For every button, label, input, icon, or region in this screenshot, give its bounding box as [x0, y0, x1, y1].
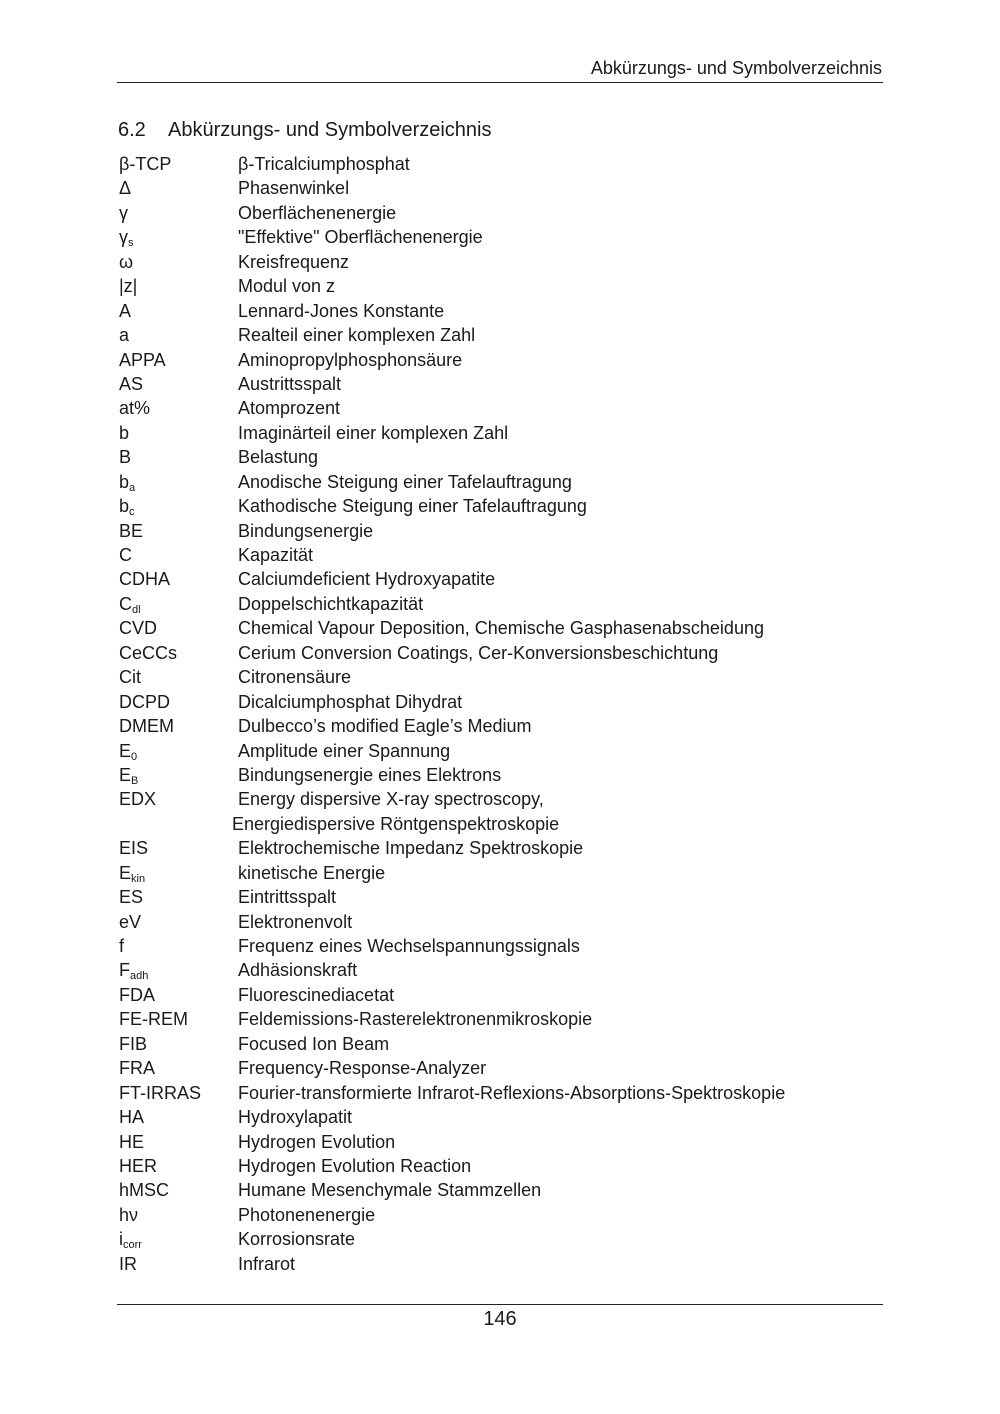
definition: Aminopropylphosphonsäure [238, 349, 463, 370]
abbreviation [119, 274, 137, 298]
abbreviation-symbol: HA [119, 1107, 145, 1128]
abbreviation-subscript: c [129, 506, 135, 519]
list-item [118, 739, 878, 763]
abbreviation-symbol: EIS [119, 838, 149, 859]
abbreviation-symbol: AS [119, 373, 144, 394]
list-item [118, 1178, 878, 1202]
abbreviation [119, 250, 133, 274]
abbreviation-symbol: F [119, 960, 130, 981]
definition: Bindungsenergie [238, 520, 374, 541]
abbreviation [119, 1105, 144, 1129]
abbreviation-symbol: Cit [119, 667, 141, 688]
definition: Hydrogen Evolution Reaction [238, 1155, 472, 1176]
definition: Feldemissions-Rasterelektronenmikroskopie [238, 1009, 593, 1030]
footer-rule [117, 1304, 883, 1305]
abbreviation-symbol: FIB [119, 1033, 148, 1054]
definition: Oberflächenenergie [238, 202, 397, 223]
page-number: 146 [483, 1308, 517, 1330]
abbreviation-symbol: HER [119, 1155, 158, 1176]
running-header: Abkürzungs- und Symbolverzeichnis [590, 58, 882, 78]
abbreviation [119, 519, 143, 543]
abbreviation [119, 1154, 157, 1178]
abbreviation-symbol: Δ [119, 178, 132, 199]
abbreviation-symbol: C [119, 593, 132, 614]
definition: Lennard-Jones Konstante [238, 300, 445, 321]
definition: Hydroxylapatit [238, 1107, 353, 1128]
list-item [118, 1105, 878, 1129]
list-item [118, 714, 878, 738]
definition: Dicalciumphosphat Dihydrat [238, 691, 463, 712]
abbreviation [119, 470, 135, 494]
abbreviation [119, 1227, 142, 1251]
abbreviation-symbol: b [119, 422, 130, 443]
abbreviation-symbol: hMSC [119, 1180, 170, 1201]
definition: Kathodische Steigung einer Tafelauftragung [238, 496, 587, 517]
abbreviation [119, 445, 131, 469]
definition: Dulbecco’s modified Eagle’s Medium [238, 716, 532, 737]
list-item [118, 592, 878, 616]
abbreviation [119, 885, 143, 909]
abbreviation [119, 690, 170, 714]
abbreviation-symbol: E [119, 740, 132, 761]
abbreviation-symbol: CDHA [119, 569, 171, 590]
abbreviation [119, 714, 174, 738]
abbreviation-symbol: f [119, 936, 125, 956]
list-item [118, 225, 878, 249]
abbreviation-symbol: hν [119, 1204, 139, 1225]
abbreviation-symbol: a [119, 325, 130, 346]
list-item [118, 1252, 878, 1276]
definition: Energy dispersive X-ray spectroscopy, [238, 789, 544, 810]
definition: Belastung [238, 447, 319, 468]
abbreviation-symbol: B [119, 447, 132, 468]
list-item [118, 567, 878, 591]
definition: Kapazität [238, 545, 314, 565]
list-item [118, 665, 878, 689]
definition: Anodische Steigung einer Tafelauftragung [238, 471, 572, 492]
definition: Bindungsenergie eines Elektrons [238, 764, 502, 785]
list-item [118, 445, 878, 469]
definition: Atomprozent [238, 398, 341, 419]
abbreviation [119, 763, 138, 787]
list-item [118, 421, 878, 445]
abbreviation [119, 176, 131, 200]
definition: Frequenz eines Wechselspannungssignals [238, 936, 580, 956]
abbreviation-symbol: IR [119, 1253, 137, 1274]
abbreviation [119, 983, 155, 1007]
list-item [118, 348, 878, 372]
section-heading [118, 119, 492, 142]
list-item [118, 641, 878, 665]
list-item [118, 299, 878, 323]
abbreviation [119, 934, 124, 958]
abbreviation [119, 396, 150, 420]
abbreviation-symbol: E [119, 764, 132, 785]
list-item [118, 494, 878, 518]
abbreviation [119, 348, 166, 372]
abbreviation [119, 567, 170, 591]
definition: Elektrochemische Impedanz Spektroskopie [238, 838, 584, 859]
abbreviation [119, 739, 137, 763]
definition: Phasenwinkel [238, 178, 350, 199]
abbreviation [119, 1178, 169, 1202]
abbreviation [119, 299, 131, 323]
list-item [118, 861, 878, 885]
abbreviation-symbol: |z| [119, 276, 138, 297]
definition: Frequency-Response-Analyzer [238, 1058, 487, 1079]
list-item [118, 201, 878, 225]
abbreviation-subscript: 0 [131, 750, 138, 763]
abbreviation [119, 592, 141, 616]
definition: Photonenenergie [238, 1204, 376, 1225]
abbreviation [119, 1203, 138, 1227]
abbreviation-symbol: ω [119, 251, 134, 272]
abbreviation-symbol: ES [119, 887, 144, 908]
abbreviation-symbol: FT-IRRAS [119, 1082, 202, 1103]
list-item [118, 836, 878, 860]
abbreviation [119, 665, 141, 689]
list-item [118, 885, 878, 909]
abbreviation-symbol: γ [119, 202, 128, 223]
abbreviation-subscript: adh [130, 970, 149, 983]
list-item [118, 910, 878, 934]
abbreviation [119, 1081, 201, 1105]
definition: Cerium Conversion Coatings, Cer-Konversionsbeschichtung [238, 642, 719, 663]
definition: Citronensäure [238, 667, 352, 688]
abbreviation [119, 1130, 144, 1154]
definition: Elektronenvolt [238, 911, 353, 932]
header-rule [117, 82, 883, 83]
definition: Amplitude einer Spannung [238, 740, 451, 761]
definition: Austrittsspalt [238, 373, 342, 394]
abbreviation-symbol: b [119, 471, 130, 492]
abbreviation-symbol: APPA [119, 349, 166, 370]
definition: "Effektive" Oberflächenenergie [238, 227, 483, 248]
list-item [118, 176, 878, 200]
abbreviation-symbol: DMEM [119, 716, 174, 737]
list-item [118, 690, 878, 714]
abbreviation [119, 421, 129, 445]
list-item [118, 787, 878, 811]
abbreviation-symbol: i [119, 1229, 123, 1250]
abbreviation-symbol: E [119, 862, 132, 883]
list-item [118, 519, 878, 543]
abbreviation [119, 1252, 137, 1276]
abbreviation-symbol: CVD [119, 618, 158, 639]
abbreviation-symbol: BE [119, 520, 144, 541]
definition: Energiedispersive Röntgenspektroskopie [232, 813, 560, 834]
abbreviation [119, 787, 156, 811]
list-item [118, 812, 878, 836]
abbreviation-symbol: DCPD [119, 691, 171, 712]
definition: Korrosionsrate [238, 1229, 356, 1250]
abbreviation-subscript: s [128, 237, 134, 250]
abbreviation-symbol: γ [119, 227, 128, 248]
list-item [118, 543, 878, 567]
definition: Fourier-transformierte Infrarot-Reflexions-Absorptions-Spektroskopie [238, 1082, 786, 1103]
list-item [118, 1227, 878, 1251]
abbreviation-subscript: kin [131, 872, 146, 885]
list-item [118, 983, 878, 1007]
list-item [118, 274, 878, 298]
abbreviation [119, 1032, 147, 1056]
abbreviation [119, 910, 141, 934]
definition: Kreisfrequenz [238, 251, 350, 272]
abbreviation [119, 616, 157, 640]
abbreviation [119, 152, 171, 176]
definition: Infrarot [238, 1253, 296, 1274]
abbreviation [119, 1007, 188, 1031]
definition: Imaginärteil einer komplexen Zahl [238, 422, 509, 443]
definition: Eintrittsspalt [238, 887, 337, 908]
abbreviation-symbol: EDX [119, 789, 157, 810]
section-title: Abkürzungs- und Symbolverzeichnis [168, 119, 492, 141]
definition: Calciumdeficient Hydroxyapatite [238, 569, 496, 590]
abbreviation [119, 543, 132, 567]
list-item [118, 958, 878, 982]
definition: Fluorescinediacetat [238, 984, 395, 1005]
abbreviation-list [118, 152, 878, 1276]
abbreviation-symbol: FDA [119, 984, 155, 1005]
list-item [118, 616, 878, 640]
abbreviation-symbol: CeCCs [119, 642, 178, 663]
abbreviation-subscript: a [129, 481, 136, 494]
list-item [118, 1081, 878, 1105]
abbreviation-symbol: A [119, 300, 132, 321]
list-item [118, 323, 878, 347]
abbreviation [119, 1056, 155, 1080]
list-item [118, 1203, 878, 1227]
list-item [118, 152, 878, 176]
section-number: 6.2 [118, 119, 146, 141]
definition: Hydrogen Evolution [238, 1131, 396, 1152]
definition: Doppelschichtkapazität [238, 593, 424, 614]
list-item [118, 763, 878, 787]
abbreviation [119, 323, 129, 347]
list-item [118, 1130, 878, 1154]
definition: β-Tricalciumphosphat [238, 154, 410, 174]
list-item [118, 396, 878, 420]
list-item [118, 470, 878, 494]
abbreviation-subscript: B [131, 774, 139, 787]
list-item [118, 1007, 878, 1031]
definition: Adhäsionskraft [238, 960, 358, 981]
list-item [118, 1056, 878, 1080]
abbreviation-symbol: eV [119, 911, 142, 932]
abbreviation-symbol: FRA [119, 1058, 155, 1079]
list-item [118, 372, 878, 396]
abbreviation [119, 225, 134, 249]
abbreviation-symbol: β-TCP [119, 154, 172, 174]
abbreviation [119, 494, 135, 518]
abbreviation [119, 201, 128, 225]
abbreviation-symbol: b [119, 496, 130, 517]
definition: Realteil einer komplexen Zahl [238, 325, 476, 346]
abbreviation-subscript: dl [132, 603, 141, 616]
abbreviation [119, 958, 148, 982]
definition: kinetische Energie [238, 862, 386, 883]
definition: Humane Mesenchymale Stammzellen [238, 1180, 542, 1201]
abbreviation-symbol: C [119, 545, 132, 565]
abbreviation [119, 372, 143, 396]
abbreviation-symbol: at% [119, 398, 151, 419]
abbreviation [119, 861, 145, 885]
definition: Focused Ion Beam [238, 1033, 390, 1054]
list-item [118, 250, 878, 274]
list-item [118, 1032, 878, 1056]
definition: Modul von z [238, 276, 336, 297]
abbreviation [119, 836, 148, 860]
list-item [118, 934, 878, 958]
abbreviation-subscript: corr [123, 1239, 142, 1252]
abbreviation [119, 641, 177, 665]
list-item [118, 1154, 878, 1178]
abbreviation-symbol: HE [119, 1131, 145, 1152]
definition: Chemical Vapour Deposition, Chemische Gasphasenabscheidung [238, 618, 764, 639]
abbreviation-symbol: FE-REM [119, 1009, 188, 1030]
